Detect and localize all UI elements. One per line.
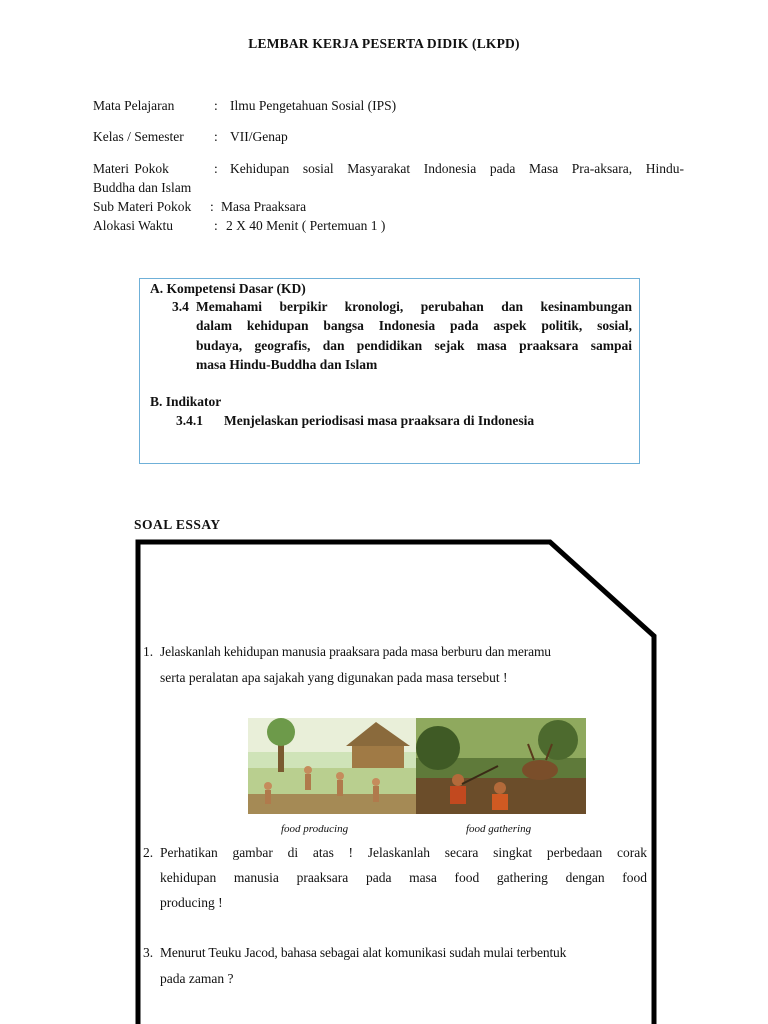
alokasi-colon: : (214, 218, 218, 233)
indikator-text: Menjelaskan periodisasi masa praaksara di Indonesia (224, 413, 535, 428)
kd-number: 3.4 (172, 299, 189, 314)
caption-food-gathering: food gathering (466, 823, 532, 835)
food-producing-picture (248, 718, 416, 814)
indikator-number: 3.4.1 (176, 413, 203, 428)
kelas-label: Kelas / Semester (93, 129, 184, 144)
question-1-number: 1. (143, 644, 154, 659)
mapel-label: Mata Pelajaran (93, 98, 175, 113)
document-title: LEMBAR KERJA PESERTA DIDIK (LKPD) (248, 36, 520, 51)
question-1-line-2: serta peralatan apa sajakah yang digunakan pada masa tersebut ! (160, 670, 508, 685)
question-2-line-3: producing ! (160, 895, 223, 910)
materi-value-line2: Buddha dan Islam (93, 180, 192, 195)
question-3-line-2: pada zaman ? (160, 971, 234, 986)
sub-materi-colon: : (210, 199, 214, 214)
kd-line-2: dalam kehidupan bangsa Indonesia pada aspek politik, sosial, (196, 318, 632, 333)
materi-value-line1: Kehidupan sosial Masyarakat Indonesia pada Masa Pra-aksara, Hindu- (230, 161, 684, 176)
mapel-value: Ilmu Pengetahuan Sosial (IPS) (230, 98, 397, 113)
materi-colon: : (214, 161, 218, 176)
mapel-colon: : (214, 98, 218, 113)
question-2-number: 2. (143, 845, 154, 860)
question-2-line-2: kehidupan manusia praaksara pada masa food gathering dengan food (160, 870, 647, 885)
alokasi-value: 2 X 40 Menit ( Pertemuan 1 ) (226, 218, 386, 233)
kd-line-1: Memahami berpikir kronologi, perubahan dan kesinambungan (196, 299, 632, 314)
question-3-line-1: Menurut Teuku Jacod, bahasa sebagai alat komunikasi sudah mulai terbentuk (160, 945, 567, 960)
soal-essay-title: SOAL ESSAY (134, 517, 221, 532)
kelas-colon: : (214, 129, 218, 144)
indikator-heading: B. Indikator (150, 394, 222, 409)
question-1-line-1: Jelaskanlah kehidupan manusia praaksara pada masa berburu dan meramu (160, 644, 551, 659)
kd-heading: A. Kompetensi Dasar (KD) (150, 281, 306, 296)
prehistoric-illustration (248, 718, 586, 814)
materi-label: Materi Pokok (93, 161, 169, 176)
sub-materi-label: Sub Materi Pokok (93, 199, 192, 214)
question-3-number: 3. (143, 945, 154, 960)
sub-materi-value: Masa Praaksara (221, 199, 307, 214)
kd-line-4: masa Hindu-Buddha dan Islam (196, 357, 378, 372)
food-gathering-picture (416, 718, 586, 814)
kd-line-3: budaya, geografis, dan pendidikan sejak masa praaksara sampai (196, 338, 632, 353)
caption-food-producing: food producing (281, 823, 349, 835)
alokasi-label: Alokasi Waktu (93, 218, 174, 233)
kelas-value: VII/Genap (230, 129, 288, 144)
question-2-line-1: Perhatikan gambar di atas ! Jelaskanlah secara singkat perbedaan corak (160, 845, 647, 860)
